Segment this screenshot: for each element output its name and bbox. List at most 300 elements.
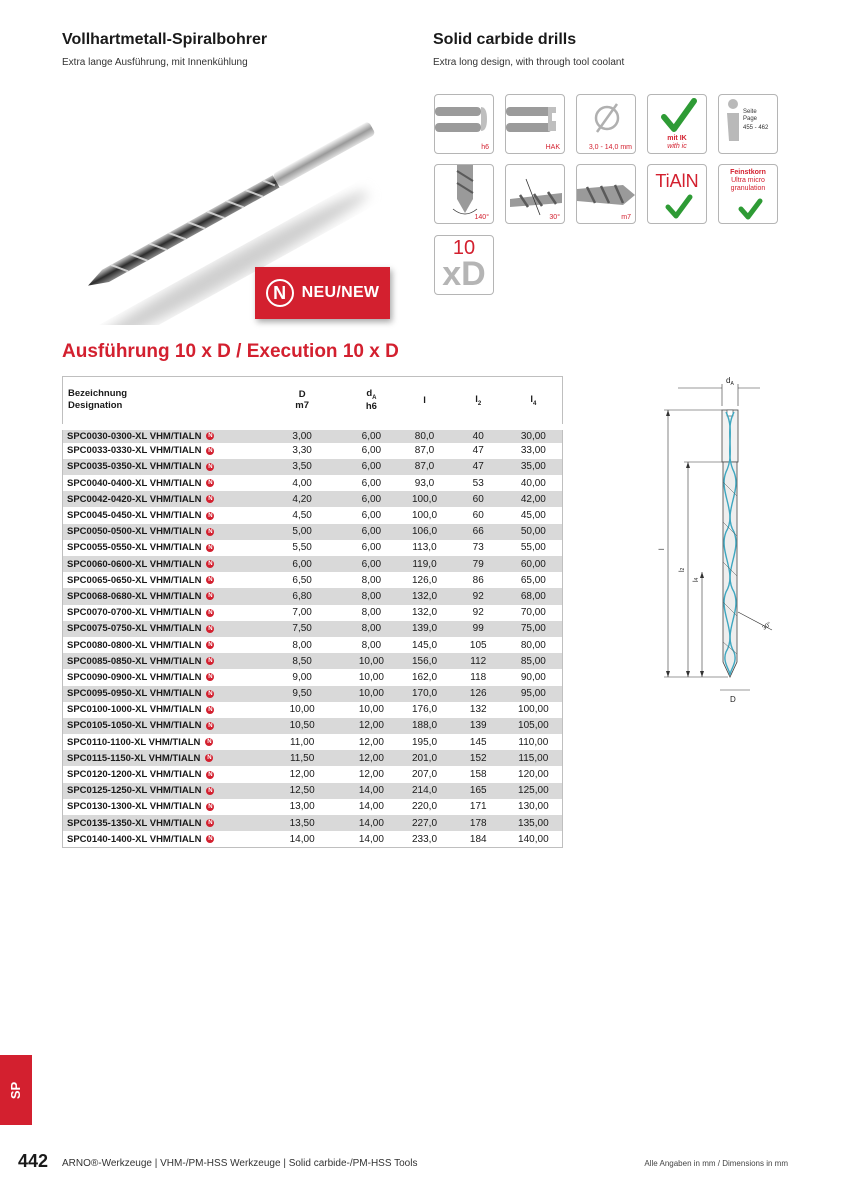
cell-l2: 105 (452, 637, 505, 653)
cell-l: 188,0 (397, 718, 452, 734)
table-row (63, 621, 563, 637)
cell-l4: 95,00 (505, 686, 563, 702)
cell-d: 3,00 (259, 427, 346, 443)
cell-l4: 130,00 (505, 799, 563, 815)
designation-text: SPC0055-0550-XL VHM/TIALN (67, 542, 202, 554)
shank-hak-icon (505, 94, 565, 154)
new-marker-icon: N (208, 642, 213, 649)
footer-text: ARNO®-Werkzeuge | VHM-/PM-HSS Werkzeuge | Solid carbide-/PM-HSS Tools (62, 1158, 418, 1169)
cell-l4: 33,00 (505, 443, 563, 459)
col-l4-label: l (530, 393, 533, 405)
diagram-da-sub: A (730, 381, 734, 387)
cell-da: 12,00 (346, 718, 398, 734)
designation-cell (63, 637, 259, 653)
new-marker-icon: N (208, 577, 213, 584)
designation-cell (63, 831, 259, 847)
designation-text: SPC0130-1300-XL VHM/TIALN (67, 801, 202, 813)
cell-l: 100,0 (397, 491, 452, 507)
designation-cell (63, 540, 259, 556)
cell-l2: 112 (452, 653, 505, 669)
col-designation-en: Designation (68, 400, 123, 412)
cell-da: 6,00 (346, 427, 398, 443)
designation-cell (63, 507, 259, 523)
cell-da: 12,00 (346, 766, 398, 782)
cell-l: 176,0 (397, 702, 452, 718)
table-row (63, 524, 563, 540)
new-marker-icon: N (208, 658, 213, 665)
col-l4-sub: 4 (533, 400, 537, 407)
designation-cell (63, 734, 259, 750)
table-header-row (63, 377, 563, 427)
subtitle-de: Extra lange Ausführung, mit Innenkühlung (62, 57, 248, 68)
svg-text:dA (726, 376, 734, 387)
coating-label: TiAlN (655, 171, 699, 191)
designation-text: SPC0033-0330-XL VHM/TIALN (67, 445, 202, 457)
cell-l4: 140,00 (505, 831, 563, 847)
cell-d: 9,00 (259, 669, 346, 685)
cell-da: 10,00 (346, 653, 398, 669)
cell-l4: 50,00 (505, 524, 563, 540)
diagram-l4-sub: 4 (694, 577, 700, 581)
helix-angle-label: 30° (549, 214, 560, 221)
cell-d: 10,00 (259, 702, 346, 718)
designation-cell (63, 669, 259, 685)
table-row (63, 556, 563, 572)
cell-l2: 40 (452, 427, 505, 443)
cell-d: 13,50 (259, 815, 346, 831)
col-da-label: d (366, 388, 373, 400)
new-marker-icon: N (208, 609, 213, 616)
cell-d: 13,00 (259, 799, 346, 815)
cell-d: 8,00 (259, 637, 346, 653)
cell-da: 12,00 (346, 734, 398, 750)
designation-text: SPC0045-0450-XL VHM/TIALN (67, 510, 202, 522)
col-da (346, 377, 398, 427)
section-side-tab[interactable] (0, 1055, 32, 1125)
cell-l4: 105,00 (505, 718, 563, 734)
cell-d: 5,00 (259, 524, 346, 540)
point-angle-label: 140° (474, 214, 489, 221)
cell-l4: 35,00 (505, 459, 563, 475)
cell-l2: 171 (452, 799, 505, 815)
tolerance-label: m7 (621, 214, 631, 221)
new-badge-label: NEU/NEW (301, 284, 380, 301)
cell-l4: 45,00 (505, 507, 563, 523)
title-en: Solid carbide drills (433, 31, 577, 48)
designation-cell (63, 572, 259, 588)
new-badge (255, 267, 390, 319)
cell-l2: 184 (452, 831, 505, 847)
new-marker-icon: N (208, 690, 213, 697)
cell-l4: 65,00 (505, 572, 563, 588)
col-l2-sub: 2 (477, 400, 482, 407)
table-row (63, 507, 563, 523)
cell-da: 12,00 (346, 750, 398, 766)
cell-l4: 85,00 (505, 653, 563, 669)
col-da-sub: A (372, 395, 377, 402)
length-factor-icon (434, 235, 494, 295)
shank-h6-label: h6 (481, 144, 489, 151)
cell-d: 3,30 (259, 443, 346, 459)
designation-cell (63, 718, 259, 734)
col-l4 (505, 377, 563, 427)
cell-l2: 92 (452, 605, 505, 621)
designation-text: SPC0040-0400-XL VHM/TIALN (67, 477, 202, 489)
table-row (63, 491, 563, 507)
diagram-l-label: l (659, 548, 666, 550)
designation-cell (63, 783, 259, 799)
cell-l: 139,0 (397, 621, 452, 637)
cell-l: 156,0 (397, 653, 452, 669)
cell-l4: 125,00 (505, 783, 563, 799)
cell-l2: 152 (452, 750, 505, 766)
cell-l: 132,0 (397, 588, 452, 604)
cell-l: 113,0 (397, 540, 452, 556)
designation-text: SPC0110-1100-XL VHM/TIALN (67, 736, 201, 748)
cell-l: 119,0 (397, 556, 452, 572)
table-row (63, 799, 563, 815)
cell-d: 10,50 (259, 718, 346, 734)
new-marker-icon: N (208, 836, 213, 843)
length-factor-bottom: xD (442, 255, 486, 293)
diagram-l2-label: l (679, 570, 686, 572)
designation-cell (63, 815, 259, 831)
cell-d: 6,80 (259, 588, 346, 604)
cell-l4: 80,00 (505, 637, 563, 653)
cell-l: 126,0 (397, 572, 452, 588)
cell-l2: 126 (452, 686, 505, 702)
designation-cell (63, 524, 259, 540)
table-row (63, 815, 563, 831)
cell-d: 14,00 (259, 831, 346, 847)
cell-l: 87,0 (397, 459, 452, 475)
cell-da: 6,00 (346, 443, 398, 459)
cell-d: 6,00 (259, 556, 346, 572)
col-d-label: D (298, 389, 306, 401)
cell-l2: 158 (452, 766, 505, 782)
cell-l2: 118 (452, 669, 505, 685)
cell-d: 4,20 (259, 491, 346, 507)
cell-da: 6,00 (346, 507, 398, 523)
cell-da: 8,00 (346, 621, 398, 637)
footer-note: Alle Angaben in mm / Dimensions in mm (644, 1159, 788, 1168)
table-row (63, 540, 563, 556)
new-marker-icon: N (208, 674, 213, 681)
col-d (259, 377, 346, 427)
new-marker-icon: N (208, 787, 213, 794)
side-tab-label: SP (8, 1081, 24, 1099)
cell-l: 100,0 (397, 507, 452, 523)
designation-text: SPC0050-0500-XL VHM/TIALN (67, 526, 202, 538)
table-row (63, 702, 563, 718)
cell-l: 195,0 (397, 734, 452, 750)
cell-da: 10,00 (346, 702, 398, 718)
cell-d: 11,50 (259, 750, 346, 766)
diagram-l2-sub: 2 (680, 567, 686, 571)
designation-cell (63, 702, 259, 718)
table-row (63, 459, 563, 475)
cell-l2: 178 (452, 815, 505, 831)
drill-dimension-drawing (650, 372, 790, 712)
section-title: Ausführung 10 x D / Execution 10 x D (62, 341, 399, 362)
new-marker-icon: N (208, 803, 213, 810)
designation-text: SPC0068-0680-XL VHM/TIALN (67, 590, 202, 602)
page-label-de: Seite (743, 109, 757, 115)
cell-l: 214,0 (397, 783, 452, 799)
coolant-label-en: with ic (667, 143, 687, 150)
table-row (63, 734, 563, 750)
col-l2 (452, 377, 505, 427)
designation-cell (63, 653, 259, 669)
cell-l4: 110,00 (505, 734, 563, 750)
designation-cell (63, 427, 259, 443)
diagram-da-label: d (726, 376, 731, 385)
new-marker-icon: N (208, 480, 213, 487)
subtitle-en: Extra long design, with through tool coolant (433, 57, 625, 68)
table-row (63, 572, 563, 588)
cell-da: 6,00 (346, 524, 398, 540)
new-marker-icon: N (208, 447, 213, 454)
designation-text: SPC0120-1200-XL VHM/TIALN (67, 769, 202, 781)
cell-l: 201,0 (397, 750, 452, 766)
designation-text: SPC0085-0850-XL VHM/TIALN (67, 655, 202, 667)
cell-d: 12,50 (259, 783, 346, 799)
cell-l2: 139 (452, 718, 505, 734)
cell-l2: 53 (452, 475, 505, 491)
cell-l4: 120,00 (505, 766, 563, 782)
new-marker-icon: N (208, 561, 213, 568)
designation-text: SPC0125-1250-XL VHM/TIALN (67, 785, 202, 797)
page-number: 442 (18, 1151, 49, 1171)
designation-text: SPC0035-0350-XL VHM/TIALN (67, 461, 202, 473)
designation-text: SPC0105-1050-XL VHM/TIALN (67, 720, 202, 732)
new-marker-icon: N (208, 544, 213, 551)
cell-d: 5,50 (259, 540, 346, 556)
shank-hak-label: HAK (545, 144, 560, 151)
cell-l: 220,0 (397, 799, 452, 815)
spec-table-body (63, 427, 563, 848)
table-row (63, 686, 563, 702)
cell-l4: 115,00 (505, 750, 563, 766)
col-l (397, 377, 452, 427)
cell-l2: 165 (452, 783, 505, 799)
cell-l2: 132 (452, 702, 505, 718)
cell-l: 233,0 (397, 831, 452, 847)
cell-l: 207,0 (397, 766, 452, 782)
cell-l2: 60 (452, 507, 505, 523)
col-designation-de: Bezeichnung (68, 388, 128, 400)
cell-l2: 47 (452, 459, 505, 475)
cell-l2: 86 (452, 572, 505, 588)
designation-cell (63, 621, 259, 637)
designation-text: SPC0140-1400-XL VHM/TIALN (67, 833, 202, 845)
table-row (63, 427, 563, 443)
cell-l: 106,0 (397, 524, 452, 540)
page-label-en: Page (743, 116, 758, 122)
diagram-d-label: D (730, 695, 736, 704)
cell-l2: 60 (452, 491, 505, 507)
cell-l2: 92 (452, 588, 505, 604)
cell-l2: 79 (452, 556, 505, 572)
col-da-tol: h6 (365, 401, 377, 413)
cell-da: 14,00 (346, 815, 398, 831)
cell-l: 132,0 (397, 605, 452, 621)
new-marker-icon: N (208, 496, 213, 503)
cell-l: 170,0 (397, 686, 452, 702)
coolant-check-icon (647, 94, 707, 154)
designation-text: SPC0100-1000-XL VHM/TIALN (67, 704, 202, 716)
designation-cell (63, 686, 259, 702)
cell-da: 6,00 (346, 540, 398, 556)
cell-l: 227,0 (397, 815, 452, 831)
cell-l2: 47 (452, 443, 505, 459)
cell-l4: 90,00 (505, 669, 563, 685)
cell-d: 6,50 (259, 572, 346, 588)
new-marker-icon: N (208, 625, 213, 632)
designation-cell (63, 491, 259, 507)
cell-da: 8,00 (346, 605, 398, 621)
cell-l4: 40,00 (505, 475, 563, 491)
table-row (63, 718, 563, 734)
designation-cell (63, 766, 259, 782)
svg-text:l4 (693, 577, 700, 582)
designation-text: SPC0030-0300-XL VHM/TIALN (67, 430, 202, 442)
designation-text: SPC0060-0600-XL VHM/TIALN (67, 558, 202, 570)
new-marker-icon: N (207, 739, 212, 746)
grain-label-de: Feinstkorn (730, 169, 766, 176)
length-factor-top: 10 (452, 237, 476, 259)
cell-da: 14,00 (346, 799, 398, 815)
cell-d: 9,50 (259, 686, 346, 702)
new-marker-icon: N (208, 820, 213, 827)
cell-l2: 145 (452, 734, 505, 750)
new-marker-icon: N (207, 755, 212, 762)
cell-l4: 60,00 (505, 556, 563, 572)
spec-table (62, 376, 563, 848)
cell-l4: 30,00 (505, 427, 563, 443)
tialn-coating-icon (647, 164, 707, 224)
cell-da: 14,00 (346, 783, 398, 799)
helix-angle-icon (505, 164, 565, 224)
cell-l: 87,0 (397, 443, 452, 459)
cell-d: 11,00 (259, 734, 346, 750)
info-page-icon (718, 94, 778, 154)
table-row (63, 605, 563, 621)
table-row (63, 750, 563, 766)
new-marker-icon: N (208, 512, 213, 519)
cell-l4: 135,00 (505, 815, 563, 831)
designation-cell (63, 443, 259, 459)
cell-da: 8,00 (346, 572, 398, 588)
cell-d: 7,50 (259, 621, 346, 637)
diagram-l4-label: l (693, 580, 700, 582)
micro-grain-icon (718, 164, 778, 224)
col-l2-label: l (475, 393, 478, 405)
cell-d: 8,50 (259, 653, 346, 669)
designation-cell (63, 750, 259, 766)
cell-da: 6,00 (346, 491, 398, 507)
cell-l4: 70,00 (505, 605, 563, 621)
cell-da: 6,00 (346, 475, 398, 491)
cell-l2: 66 (452, 524, 505, 540)
cell-da: 10,00 (346, 686, 398, 702)
table-row (63, 475, 563, 491)
new-marker-icon: N (208, 771, 213, 778)
designation-cell (63, 459, 259, 475)
cell-da: 6,00 (346, 556, 398, 572)
cell-d: 7,00 (259, 605, 346, 621)
designation-cell (63, 588, 259, 604)
diameter-range-label: 3,0 - 14,0 mm (588, 144, 632, 151)
designation-text: SPC0042-0420-XL VHM/TIALN (67, 493, 202, 505)
designation-cell (63, 475, 259, 491)
cell-l: 80,0 (397, 427, 452, 443)
table-row (63, 783, 563, 799)
new-marker-icon: N (208, 706, 213, 713)
diameter-icon (576, 94, 636, 154)
cell-da: 6,00 (346, 459, 398, 475)
designation-cell (63, 605, 259, 621)
designation-cell (63, 556, 259, 572)
designation-text: SPC0075-0750-XL VHM/TIALN (67, 623, 202, 635)
shank-h6-icon (434, 94, 494, 154)
new-badge-letter: N (266, 279, 294, 307)
cell-d: 3,50 (259, 459, 346, 475)
title-de: Vollhartmetall-Spiralbohrer (62, 31, 268, 48)
designation-text: SPC0095-0950-XL VHM/TIALN (67, 688, 202, 700)
designation-text: SPC0090-0900-XL VHM/TIALN (67, 671, 202, 683)
cell-l4: 100,00 (505, 702, 563, 718)
designation-text: SPC0135-1350-XL VHM/TIALN (67, 817, 202, 829)
point-angle-icon (434, 164, 494, 224)
designation-text: SPC0080-0800-XL VHM/TIALN (67, 639, 202, 651)
table-row (63, 637, 563, 653)
cell-l4: 42,00 (505, 491, 563, 507)
designation-cell (63, 799, 259, 815)
cell-l4: 75,00 (505, 621, 563, 637)
grain-label-en: Ultra micro granulation (730, 177, 766, 192)
cell-d: 4,00 (259, 475, 346, 491)
cell-l2: 73 (452, 540, 505, 556)
col-l-label: l (423, 394, 426, 406)
table-row (63, 669, 563, 685)
cell-l: 145,0 (397, 637, 452, 653)
designation-text: SPC0115-1150-XL VHM/TIALN (67, 752, 201, 764)
svg-text:l2 (679, 567, 686, 572)
table-row (63, 766, 563, 782)
designation-text: SPC0065-0650-XL VHM/TIALN (67, 574, 202, 586)
tolerance-icon (576, 164, 636, 224)
cell-l2: 99 (452, 621, 505, 637)
table-row (63, 831, 563, 847)
new-marker-icon: N (208, 528, 213, 535)
cell-l4: 55,00 (505, 540, 563, 556)
cell-d: 4,50 (259, 507, 346, 523)
new-marker-icon: N (208, 433, 213, 440)
new-marker-icon: N (208, 722, 213, 729)
col-d-tol: m7 (295, 400, 309, 412)
table-row (63, 653, 563, 669)
diagram-angle-label: 30° (761, 621, 773, 632)
designation-text: SPC0070-0700-XL VHM/TIALN (67, 607, 202, 619)
coolant-label-de: mit IK (667, 135, 687, 142)
cell-l: 93,0 (397, 475, 452, 491)
cell-da: 8,00 (346, 588, 398, 604)
table-row (63, 588, 563, 604)
table-row (63, 443, 563, 459)
cell-da: 14,00 (346, 831, 398, 847)
cell-l4: 68,00 (505, 588, 563, 604)
